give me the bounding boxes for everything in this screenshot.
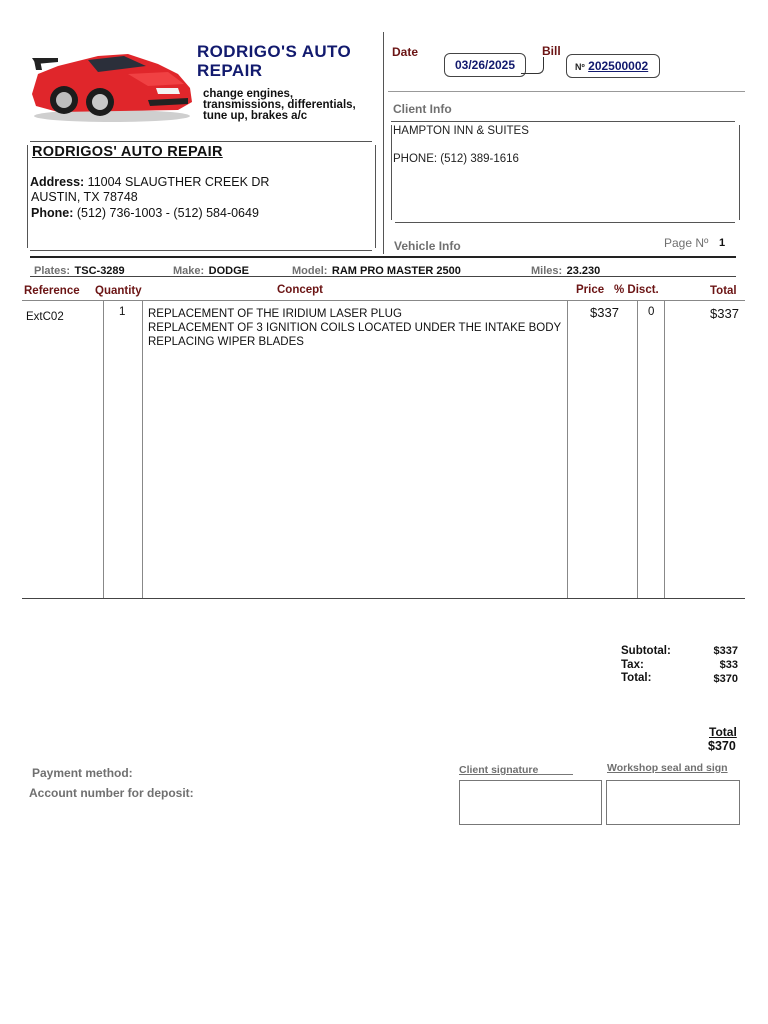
address-line1: 11004 SLAUGTHER CREEK DR <box>87 175 270 189</box>
divider <box>375 145 376 248</box>
business-name-line1: RODRIGO'S AUTO <box>197 42 352 61</box>
header-reference: Reference <box>24 285 80 297</box>
business-name <box>197 42 351 80</box>
row-concept <box>148 307 561 349</box>
header-quantity: Quantity <box>95 285 142 297</box>
workshop-seal-label: Workshop seal and sign <box>607 762 728 774</box>
header-total: Total <box>710 285 737 297</box>
model-label: Model: <box>292 265 328 277</box>
grand-total-label: Total <box>709 725 737 739</box>
divider <box>30 256 736 258</box>
header-price: Price <box>576 284 605 296</box>
tax-label: Tax: <box>621 659 644 671</box>
divider <box>739 125 740 220</box>
bill-label: Bill <box>542 44 561 58</box>
subtotal-value: $337 <box>713 645 738 657</box>
divider <box>30 250 372 251</box>
tagline-line: transmissions, differentials, <box>203 99 356 111</box>
divider <box>391 121 735 122</box>
date-label: Date <box>392 45 419 59</box>
client-phone: PHONE: (512) 389-1616 <box>393 153 519 165</box>
number-prefix: Nº <box>575 62 585 72</box>
column-divider <box>567 300 568 598</box>
column-divider <box>103 300 104 598</box>
client-info-label: Client Info <box>393 102 452 116</box>
divider <box>30 276 736 277</box>
date-field: 03/26/2025 <box>444 53 526 77</box>
tax-value: $33 <box>719 659 738 671</box>
column-divider <box>142 300 143 598</box>
total-label: Total: <box>621 672 652 684</box>
page-label: Page Nº <box>664 236 709 250</box>
business-name-line2: REPAIR <box>197 61 263 80</box>
tagline-line: tune up, brakes a/c <box>203 110 308 122</box>
concept-line: REPLACEMENT OF 3 IGNITION COILS LOCATED UNDER THE INTAKE BODY <box>148 322 562 334</box>
address-label: Address: <box>30 175 85 189</box>
row-discount: 0 <box>648 306 655 318</box>
subtotal-label: Subtotal: <box>621 645 671 657</box>
phone-label: Phone: <box>31 206 74 220</box>
signature-underline <box>536 774 573 775</box>
payment-method-label: Payment method: <box>32 766 133 780</box>
bill-number-field <box>566 54 660 78</box>
page-number: 1 <box>719 237 726 249</box>
red-sports-car-icon <box>28 44 194 124</box>
plates-value: TSC-3289 <box>74 265 125 277</box>
divider <box>27 145 28 248</box>
make-value: DODGE <box>208 265 249 277</box>
column-divider <box>664 300 665 598</box>
client-signature-box[interactable] <box>459 780 602 825</box>
account-number-label: Account number for deposit: <box>29 786 194 800</box>
address-line2: AUSTIN, TX 78748 <box>31 190 138 204</box>
make-label: Make: <box>173 265 205 277</box>
row-total: $337 <box>710 306 739 321</box>
column-divider <box>637 300 638 598</box>
shop-name: RODRIGOS' AUTO REPAIR <box>32 144 223 160</box>
bill-number: 202500002 <box>588 59 649 73</box>
tagline-line: change engines, <box>203 88 294 100</box>
client-signature-label: Client signature <box>459 764 539 776</box>
workshop-seal-box[interactable] <box>606 780 740 825</box>
header-discount: % Disct. <box>614 284 659 296</box>
plates-label: Plates: <box>34 265 71 277</box>
phone-value: (512) 736-1003 - (512) 584-0649 <box>76 206 259 220</box>
divider <box>395 222 735 223</box>
miles-value: 23.230 <box>566 265 601 277</box>
vehicle-info-label: Vehicle Info <box>394 239 461 253</box>
model-value: RAM PRO MASTER 2500 <box>331 265 461 277</box>
business-tagline <box>203 89 378 122</box>
concept-line: REPLACEMENT OF THE IRIDIUM LASER PLUG <box>148 308 402 320</box>
decoration <box>521 57 544 74</box>
divider <box>22 598 745 599</box>
row-quantity: 1 <box>119 306 126 318</box>
divider <box>388 91 745 92</box>
divider <box>30 141 372 142</box>
miles-label: Miles: <box>531 265 563 277</box>
row-price: $337 <box>590 305 619 320</box>
row-reference: ExtC02 <box>26 311 64 323</box>
total-value: $370 <box>713 673 738 685</box>
header-concept: Concept <box>277 284 323 296</box>
divider <box>391 125 392 220</box>
phone <box>31 206 259 221</box>
client-name: HAMPTON INN & SUITES <box>393 125 529 137</box>
grand-total-value: $370 <box>708 739 736 753</box>
address <box>30 175 269 190</box>
concept-line: REPLACING WIPER BLADES <box>148 336 304 348</box>
divider <box>383 32 384 254</box>
